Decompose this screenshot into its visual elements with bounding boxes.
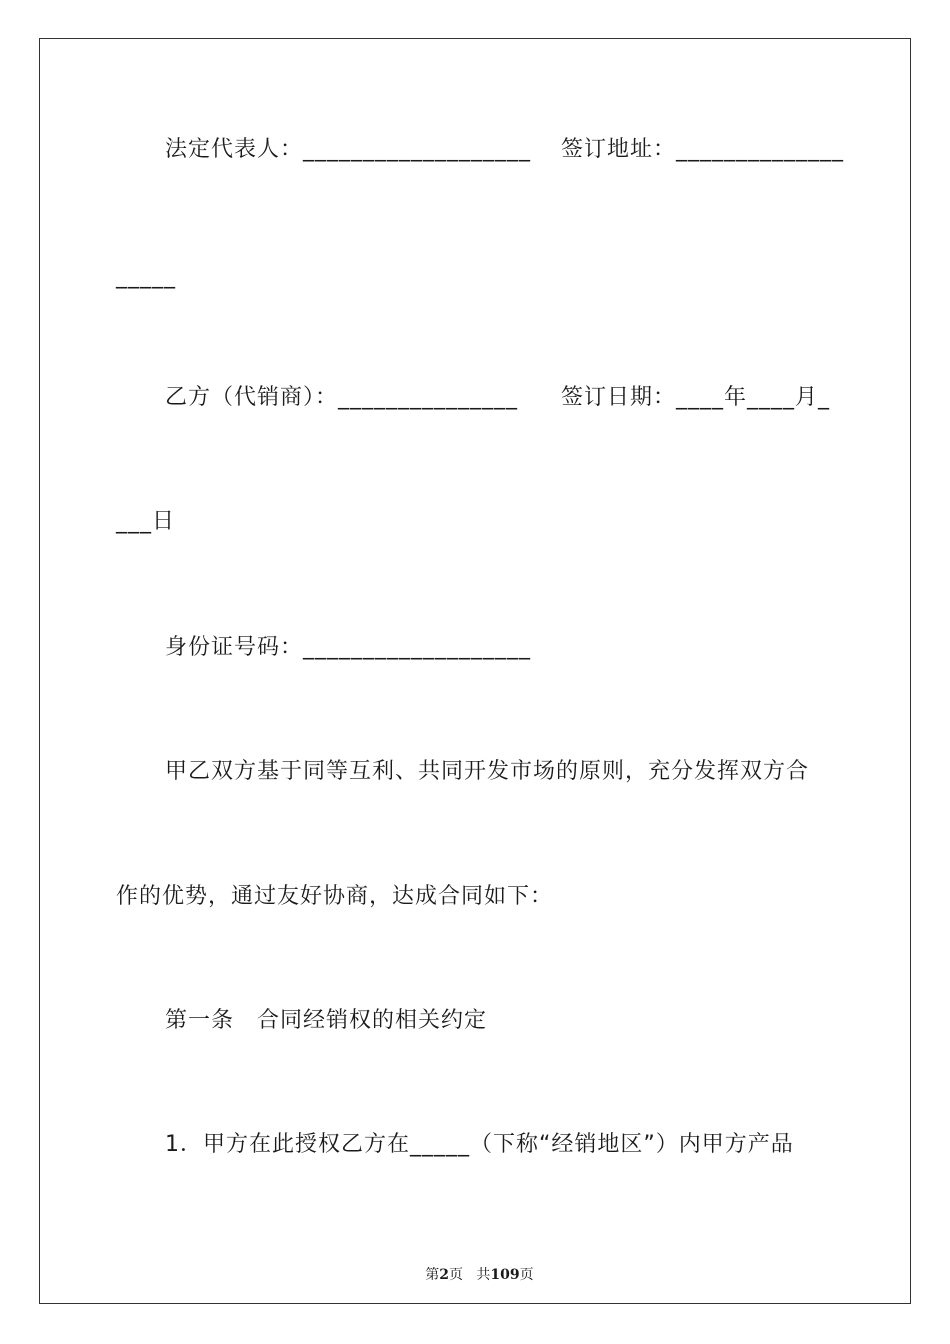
page-footer — [0, 1245, 950, 1285]
footer-total-number: 109 — [490, 1267, 520, 1283]
id-number-line: 身份证号码：___________________ — [165, 635, 532, 660]
signing-address-continuation: _____ — [116, 264, 176, 289]
footer-total-prefix: 共 — [476, 1267, 491, 1283]
legal-representative-line: 法定代表人：___________________ — [165, 137, 532, 162]
clause-one-line: 1．甲方在此授权乙方在_____（下称“经销地区”）内甲方产品 — [165, 1132, 794, 1157]
signing-date-line: 签订日期：____年____月_ — [561, 385, 831, 410]
signing-date-continuation: ___日 — [116, 509, 176, 534]
preamble-line-1: 甲乙双方基于同等互利、共同开发市场的原则，充分发挥双方合 — [165, 759, 810, 784]
footer-total-suffix: 页 — [519, 1267, 534, 1283]
party-b-line: 乙方（代销商）：_______________ — [165, 385, 519, 410]
signing-address-line: 签订地址：______________ — [561, 137, 845, 162]
footer-page-suffix: 页 — [449, 1267, 464, 1283]
footer-page-number: 2 — [439, 1267, 450, 1283]
page-frame — [39, 38, 911, 1304]
preamble-line-2: 作的优势，通过友好协商，达成合同如下： — [116, 884, 554, 909]
article-one-heading: 第一条 合同经销权的相关约定 — [165, 1008, 488, 1033]
footer-page-prefix: 第 — [425, 1267, 440, 1283]
